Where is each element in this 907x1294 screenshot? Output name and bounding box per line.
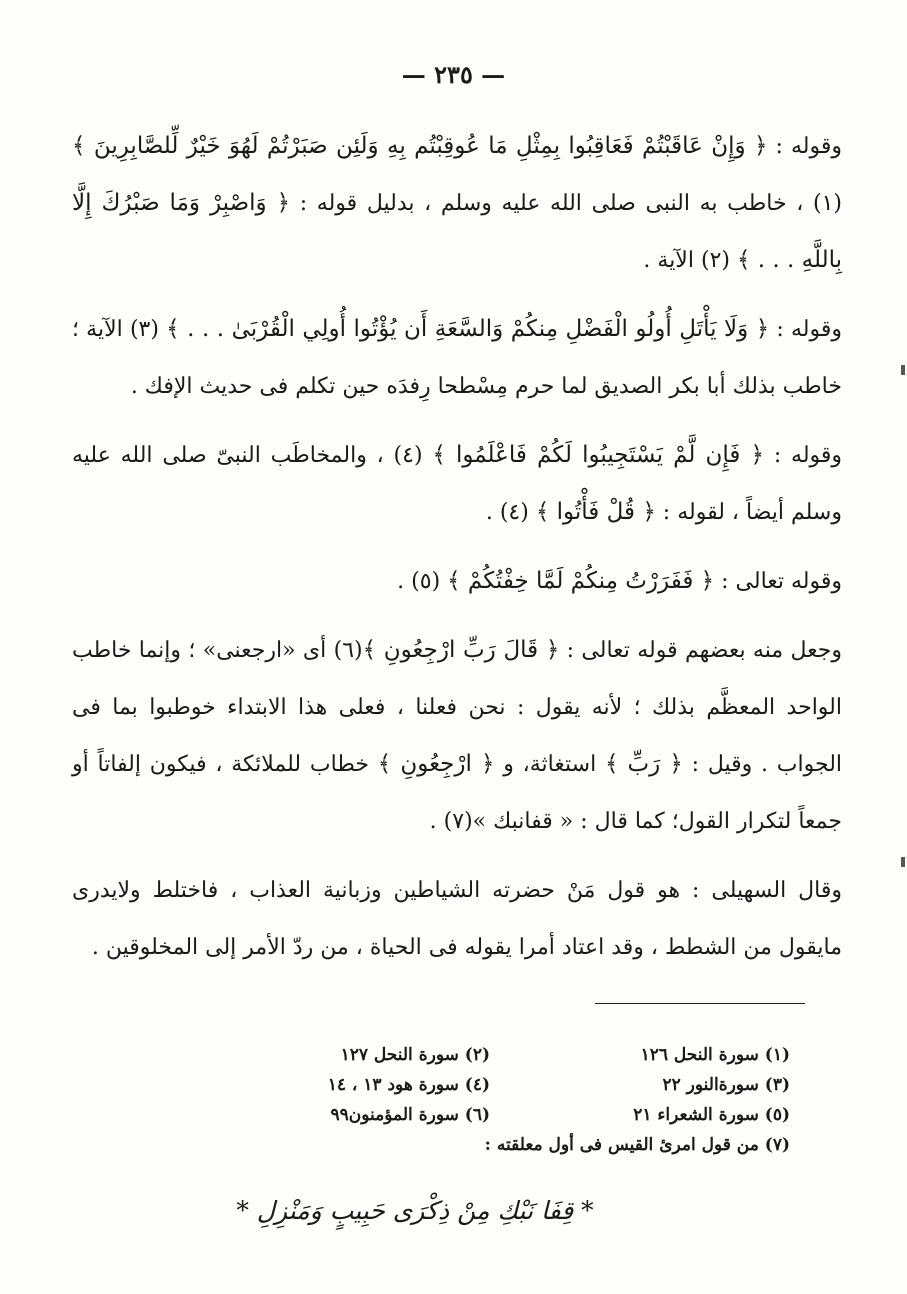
paragraph-text: الآية .	[643, 248, 694, 273]
footnote-ref: (٥)	[404, 569, 448, 594]
paragraph-intro: وجعل منه بعضهم قوله تعالى :	[559, 638, 842, 663]
paragraph-text: الآية ؛ خاطب بذلك أبا بكر الصديق لما حرم مِسْطحا رِفدَه حين تكلم فى حديث الإفك .	[72, 317, 842, 399]
paragraph-6	[72, 862, 842, 976]
paragraph-intro: وقوله :	[769, 317, 843, 342]
margin-mark	[901, 857, 905, 867]
footnote-item: (٤) سورة هود ١٣ ، ١٤	[327, 1075, 490, 1095]
footnote-ref: (١)	[803, 191, 842, 216]
quran-verse: ﴿ فَإِن لَّمْ يَسْتَجِيبُوا لَكُمْ فَاعْلَمُوا ﴾	[432, 442, 765, 468]
footnote-item: (٣) سورةالنور ٢٢	[662, 1075, 790, 1095]
paragraph-intro: وقوله تعالى :	[714, 569, 842, 594]
paragraph-2	[72, 301, 842, 415]
footnote-ref: (٢)	[693, 248, 737, 273]
poem-line: * قِفَا نَبْكِ مِنْ ذِكْرَى حَبِيبٍ وَمَنْزِلِ *	[236, 1196, 594, 1225]
footnote-ref: (٧)	[436, 809, 473, 834]
paragraph-1	[72, 118, 842, 289]
paragraph-text: .	[397, 569, 405, 594]
footnote-row	[190, 1070, 790, 1100]
quran-verse: ﴿ ارْجِعُونِ ﴾	[377, 751, 495, 777]
footnote-ref: (٦)	[326, 638, 363, 663]
footnote-separator	[595, 1003, 805, 1004]
footnote-item: (٥) سورة الشعراء ٢١	[633, 1105, 790, 1125]
paragraph-5	[72, 622, 842, 850]
margin-mark	[901, 365, 905, 375]
paragraph-text: ، خاطب به النبى صلى الله عليه وسلم ، بدليل قوله :	[290, 191, 804, 216]
paragraph-text: ، والمخاطَب النبىّ صلى الله عليه وسلم أيضاً ، لقوله :	[72, 443, 842, 525]
paragraph-text: .	[429, 809, 437, 834]
footnote-row	[190, 1100, 790, 1130]
quran-verse: ﴿ قَالَ رَبِّ ارْجِعُونِ ﴾	[362, 637, 560, 663]
paragraph-text: خطاب للملائكة ، فيكون إلفاتاً أو جمعاً لتكرار القول؛ كما قال : « قفانبك »	[72, 752, 842, 834]
footnotes	[190, 1040, 790, 1160]
paragraph-text: وقال السهيلى : هو قول مَنْ حضرته الشياطين وزبانية العذاب ، فاختلط ولايدرى مايقول من الشطط ، وقد اعتاد أمرا يقوله فى الحياة ، من ردّ الأمر إلى المخلوقين .	[72, 878, 842, 960]
quran-verse: ﴿ وَإِنْ عَاقَبْتُمْ فَعَاقِبُوا بِمِثْلِ مَا عُوقِبْتُم بِهِ وَلَئِن صَبَرْتُمْ لَهُوَ خَيْرٌ لِّلصَّابِرِينَ ﴾	[72, 133, 768, 159]
paragraph-text: أى «ارجعنى» ؛ وإنما خاطب الواحد المعظَّم بذلك ؛ لأنه يقول : نحن فعلنا ، فعلى هذا الابتداء خوطبوا بما فى الجواب . وقيل :	[72, 638, 843, 777]
main-text	[72, 118, 842, 976]
footnote-item: (٢) سورة النحل ١٢٧	[340, 1045, 490, 1065]
paragraph-3	[72, 427, 842, 541]
paragraph-intro: وقوله :	[767, 134, 843, 159]
footnote-row	[190, 1040, 790, 1070]
page-number: — ٢٣٥ —	[401, 60, 506, 89]
quran-verse: ﴿ وَاصْبِرْ وَمَا صَبْرُكَ إِلَّا بِاللَّهِ . . . ﴾	[72, 190, 842, 273]
footnote-ref: (٤)	[492, 500, 536, 525]
footnote-item: (٦) سورة المؤمنون٩٩	[330, 1105, 490, 1125]
footnote-ref: (٣)	[122, 317, 167, 342]
quran-verse: ﴿ وَلَا يَأْتَلِ أُولُو الْفَضْلِ مِنكُمْ وَالسَّعَةِ أَن يُؤْتُوا أُولِي الْقُرْبَىٰ . . . ﴾	[166, 316, 770, 342]
footnote-item: (١) سورة النحل ١٢٦	[640, 1045, 790, 1065]
footnote-ref: (٤)	[383, 443, 433, 468]
quran-verse: ﴿ رَبِّ ﴾	[604, 751, 683, 777]
paragraph-text: .	[485, 500, 493, 525]
paragraph-text: استغاثة، و	[494, 752, 605, 777]
quran-verse: ﴿ فَفَرَرْتُ مِنكُمْ لَمَّا خِفْتُكُمْ ﴾	[447, 568, 715, 594]
footnote-item: (٧) من قول امرئ القيس فى أول معلقته :	[484, 1135, 790, 1155]
quran-verse: ﴿ قُلْ فَأْتُوا ﴾	[535, 499, 656, 525]
paragraph-4	[72, 553, 842, 610]
paragraph-intro: وقوله :	[764, 443, 843, 468]
